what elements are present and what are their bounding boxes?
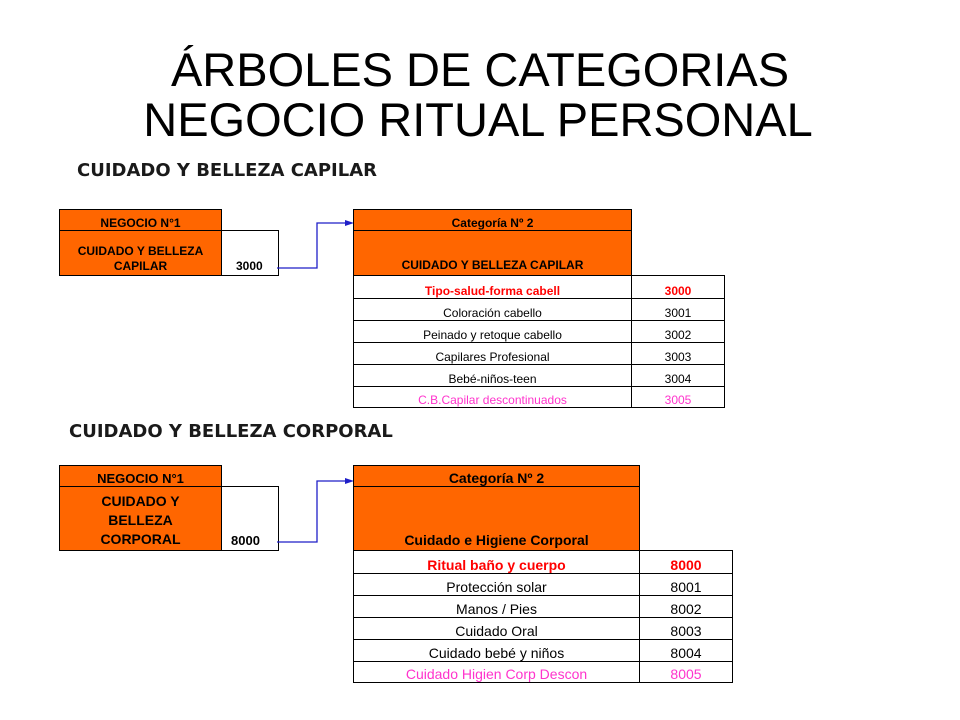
categoria-name: Cuidado e Higiene Corporal xyxy=(354,487,640,551)
category-row-label: Cuidado bebé y niños xyxy=(354,640,640,662)
category-row-code: 8005 xyxy=(640,662,733,683)
category-row-label: Cuidado Higien Corp Descon xyxy=(354,662,640,683)
negocio-code: 3000 xyxy=(222,231,279,276)
negocio-table-corporal xyxy=(59,465,279,551)
negocio-code: 8000 xyxy=(222,487,279,551)
category-row-code: 8001 xyxy=(640,574,733,596)
category-row-code: 3003 xyxy=(632,343,725,365)
category-row-code: 3004 xyxy=(632,365,725,387)
category-row-code: 8000 xyxy=(640,551,733,574)
section-heading-corporal: CUIDADO Y BELLEZA CORPORAL xyxy=(69,421,393,442)
negocio-name: CUIDADO Y BELLEZA CORPORAL xyxy=(60,487,222,551)
category-row-label: Capilares Profesional xyxy=(354,343,632,365)
categoria-name: CUIDADO Y BELLEZA CAPILAR xyxy=(354,231,632,276)
section-heading-capilar: CUIDADO Y BELLEZA CAPILAR xyxy=(77,160,377,181)
negocio-header: NEGOCIO N°1 xyxy=(60,466,222,487)
page-title-line2: NEGOCIO RITUAL PERSONAL xyxy=(143,93,813,146)
page-title-line1: ÁRBOLES DE CATEGORIAS xyxy=(170,43,790,96)
negocio-header: NEGOCIO N°1 xyxy=(60,210,222,231)
category-row-code: 3000 xyxy=(632,276,725,299)
category-row-code: 3005 xyxy=(632,387,725,408)
category-row-code: 8004 xyxy=(640,640,733,662)
categoria-table-capilar xyxy=(353,209,725,408)
category-row-code: 8002 xyxy=(640,596,733,618)
category-row-label: Cuidado Oral xyxy=(354,618,640,640)
category-row-label: Tipo-salud-forma cabell xyxy=(354,276,632,299)
category-row-code: 3001 xyxy=(632,299,725,321)
category-row-label: Protección solar xyxy=(354,574,640,596)
category-row-label: Coloración cabello xyxy=(354,299,632,321)
category-row-label: Manos / Pies xyxy=(354,596,640,618)
categoria-table-corporal xyxy=(353,465,733,683)
connector-arrow-capilar xyxy=(275,220,355,272)
connector-arrow-corporal xyxy=(275,476,355,548)
categoria-header: Categoría Nº 2 xyxy=(354,466,640,487)
category-row-label: Bebé-niños-teen xyxy=(354,365,632,387)
categoria-header: Categoría Nº 2 xyxy=(354,210,632,231)
category-row-code: 8003 xyxy=(640,618,733,640)
category-row-code: 3002 xyxy=(632,321,725,343)
category-row-label: Peinado y retoque cabello xyxy=(354,321,632,343)
negocio-table-capilar xyxy=(59,209,279,276)
category-row-label: Ritual baño y cuerpo xyxy=(354,551,640,574)
negocio-name: CUIDADO Y BELLEZA CAPILAR xyxy=(60,231,222,276)
category-row-label: C.B.Capilar descontinuados xyxy=(354,387,632,408)
